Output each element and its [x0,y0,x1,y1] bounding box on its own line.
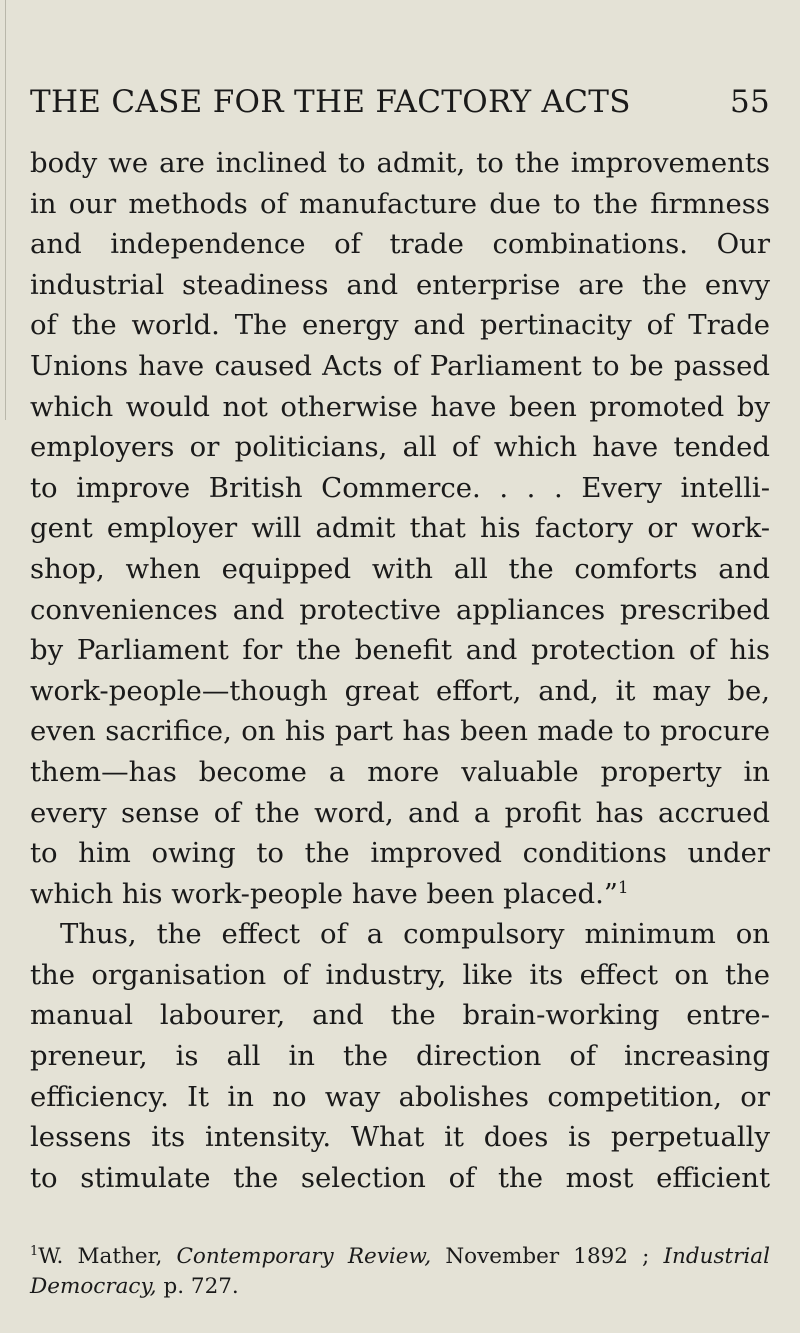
footnote-author: W. Mather, [38,1244,163,1269]
quote-end-text: which his work-people have been placed.” [30,877,618,910]
text-line: of the world. The energy and pertinacity of Trade [30,309,770,342]
footnote-marker: 1 [30,1243,39,1259]
footnote [30,1242,770,1302]
text-line: gent employer will admit that his factory or work- [30,512,770,545]
text-line-quote-end [30,874,770,915]
text-line: efficiency. It in no way abolishes competition, or [30,1080,770,1113]
text-line: work-people—though great effort, and, it may be, [30,674,770,707]
text-line: to improve British Commerce. . . . Every intelli- [30,471,770,504]
text-line: by Parliament for the benefit and protection of his [30,634,770,667]
text-line: lessens its intensity. What it does is perpetually [30,1121,770,1154]
running-header [30,82,770,122]
footnote-page-ref: p. 727. [163,1274,239,1299]
text-line: them—has become a more valuable property in [30,755,770,788]
text-line: manual labourer, and the brain-working entre- [30,999,770,1032]
text-line: Unions have caused Acts of Parliament to be passed [30,349,770,382]
text-line: in our methods of manufacture due to the firmness [30,187,770,220]
footnote-line [30,1242,770,1272]
text-line: which would not otherwise have been promoted by [30,390,770,423]
paragraph-start-line: Thus, the effect of a compulsory minimum on [60,918,770,951]
text-line: preneur, is all in the direction of increasing [30,1040,770,1073]
footnote-date: November 1892 ; [445,1244,650,1269]
text-line: every sense of the word, and a profit has accrued [30,796,770,829]
footnote-source: Democracy, [30,1274,157,1299]
footnote-line [30,1272,770,1302]
text-line: shop, when equipped with all the comforts and [30,552,770,585]
text-line: conveniences and protective appliances prescribed [30,593,770,626]
text-line: and independence of trade combinations. Our [30,228,770,261]
text-line: employers or politicians, all of which have tended [30,431,770,464]
text-line: industrial steadiness and enterprise are the envy [30,268,770,301]
text-line: to stimulate the selection of the most efficient [30,1161,770,1194]
page-number: 55 [729,84,770,120]
body-text [30,143,770,1198]
text-line: the organisation of industry, like its effect on the [30,958,770,991]
page-edge-shadow [5,0,6,420]
footnote-source: Contemporary Review, [176,1244,432,1269]
footnote-reference: 1 [617,877,629,897]
footnote-source: Industrial [663,1244,771,1269]
running-title: THE CASE FOR THE FACTORY ACTS [30,84,631,120]
text-line: even sacrifice, on his part has been made to procure [30,715,770,748]
text-line: body we are inclined to admit, to the improvements [30,147,770,179]
text-line: to him owing to the improved conditions under [30,837,770,870]
